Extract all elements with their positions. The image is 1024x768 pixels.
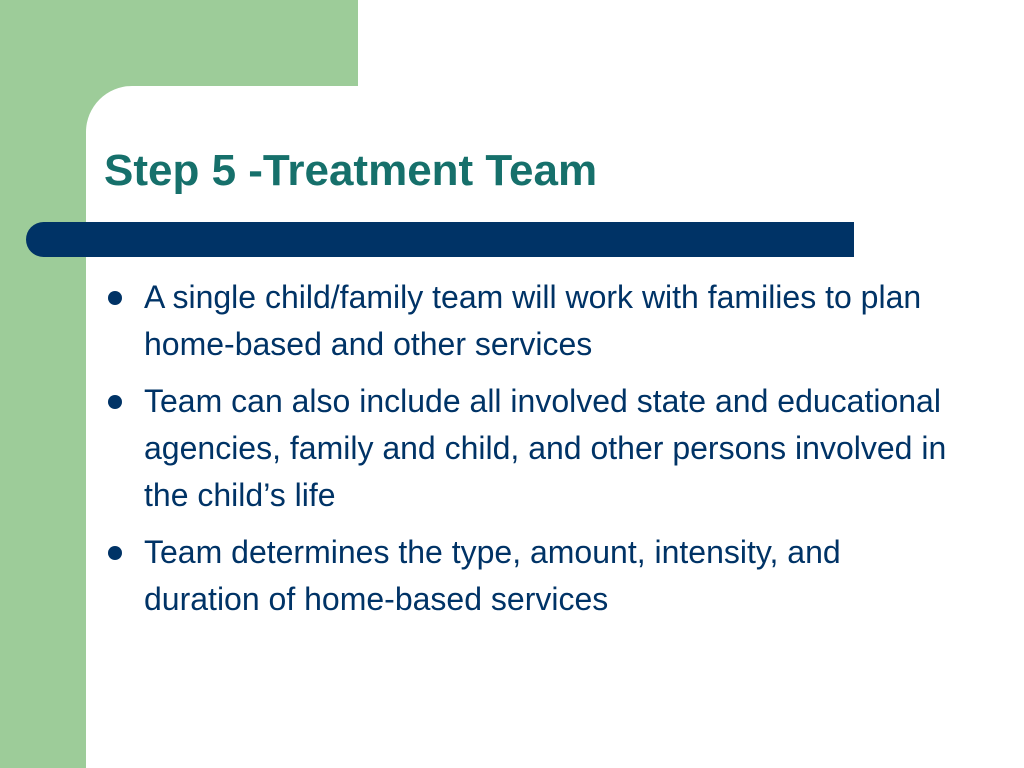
bullet-text: Team determines the type, amount, intensity, and duration of home-based services — [144, 534, 841, 617]
bullet-text: Team can also include all involved state and educational agencies, family and child, and other persons involved in the child’s life — [144, 383, 947, 513]
bullet-dot-icon — [108, 546, 122, 560]
title-underline-bar — [26, 222, 854, 257]
bullet-item — [104, 274, 964, 368]
bullet-dot-icon — [108, 395, 122, 409]
bullet-dot-icon — [108, 291, 122, 305]
bullet-item — [104, 529, 964, 623]
slide-title: Step 5 -Treatment Team — [104, 146, 598, 195]
bullet-item — [104, 378, 964, 519]
bullet-text: A single child/family team will work with families to plan home-based and other services — [144, 279, 922, 362]
bullet-list — [104, 274, 964, 633]
